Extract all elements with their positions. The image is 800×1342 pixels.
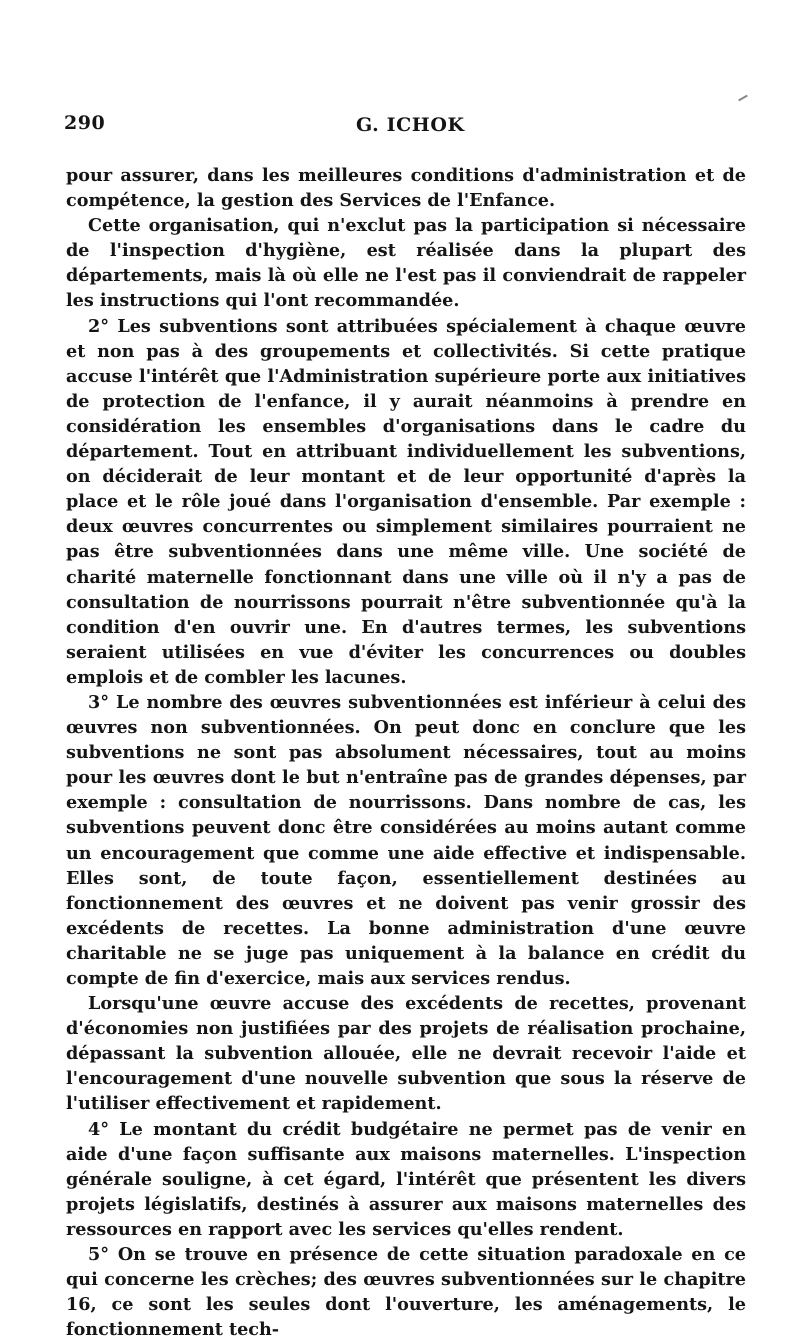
paragraph-excedents: Lorsqu'une œuvre accuse des excédents de recettes, provenant d'économies non justifiées par des projets de réalisation prochaine, dépassant la subvention allouée, elle ne devrait recevoir l'aide et l'encouragement d'une nouvelle subvention que sous la réserve de l'utiliser effectivement et rapidement. <box>66 993 746 1115</box>
body-text <box>66 163 746 1342</box>
paragraph-point-5: 5° On se trouve en présence de cette situation paradoxale en ce qui concerne les crèches; des œuvres subventionnées sur le chapitre 16, ce sont les seules dont l'ouverture, les aménagements, le fonctionnement tech- <box>66 1244 746 1341</box>
paragraph-point-3: 3° Le nombre des œuvres subventionnées est inférieur à celui des œuvres non subventionnées. On peut donc en conclure que les subventions ne sont pas absolument nécessaires, tout au moins pour les œuvres dont le but n'entraîne pas de grandes dépenses, par exemple : consultation de nourrissons. Dans nombre de cas, les subventions peuvent donc être considérées au moins autant comme un encouragement que comme une aide effective et indispensable. Elles sont, de toute façon, essentiellement destinées au fonctionnement des œuvres et ne doivent pas venir grossir des excédents de recettes. La bonne administration d'une œuvre charitable ne se juge pas uniquement à la balance en crédit du compte de fin d'exercice, mais aux services rendus. <box>66 691 746 989</box>
paragraph-point-4: 4° Le montant du crédit budgétaire ne permet pas de venir en aide d'une façon suffisante aux maisons maternelles. L'inspection générale souligne, à cet égard, l'intérêt que présentent les divers projets législatifs, destinés à assurer aux maisons maternelles des ressources en rapport avec les services qu'elles rendent. <box>66 1118 746 1240</box>
running-head-author: G. ICHOK <box>356 114 465 136</box>
paragraph-continuation: pour assurer, dans les meilleures conditions d'administration et de compétence, la gestion des Services de l'Enfance. <box>66 165 746 212</box>
page-header <box>60 112 750 142</box>
paragraph-organisation: Cette organisation, qui n'exclut pas la participation si nécessaire de l'inspection d'hygiène, est réalisée dans la plupart des départements, mais là où elle ne l'est pas il conviendrait de rappeler les instructions qui l'ont recommandée. <box>66 215 746 312</box>
paragraph-point-2: 2° Les subventions sont attribuées spécialement à chaque œuvre et non pas à des groupements et collectivités. Si cette pratique accuse l'intérêt que l'Administration supérieure porte aux initiatives de protection de l'enfance, il y aurait néanmoins à prendre en considération les ensembles d'organisations dans le cadre du département. Tout en attribuant individuellement les subventions, on déciderait de leur montant et de leur opportunité d'après la place et le rôle joué dans l'organisation d'ensemble. Par exemple : deux œuvres concurrentes ou simplement similaires pourraient ne pas être subventionnées dans une même ville. Une société de charité maternelle fonctionnant dans une ville où il n'y a pas de consultation de nourrissons pourrait n'être subventionnée qu'à la condition d'en ouvrir une. En d'autres termes, les subventions seraient utilisées en vue d'éviter les concurrences ou doubles emplois et de combler les lacunes. <box>66 315 746 688</box>
page-number: 290 <box>64 112 106 134</box>
scan-mark <box>738 95 748 102</box>
